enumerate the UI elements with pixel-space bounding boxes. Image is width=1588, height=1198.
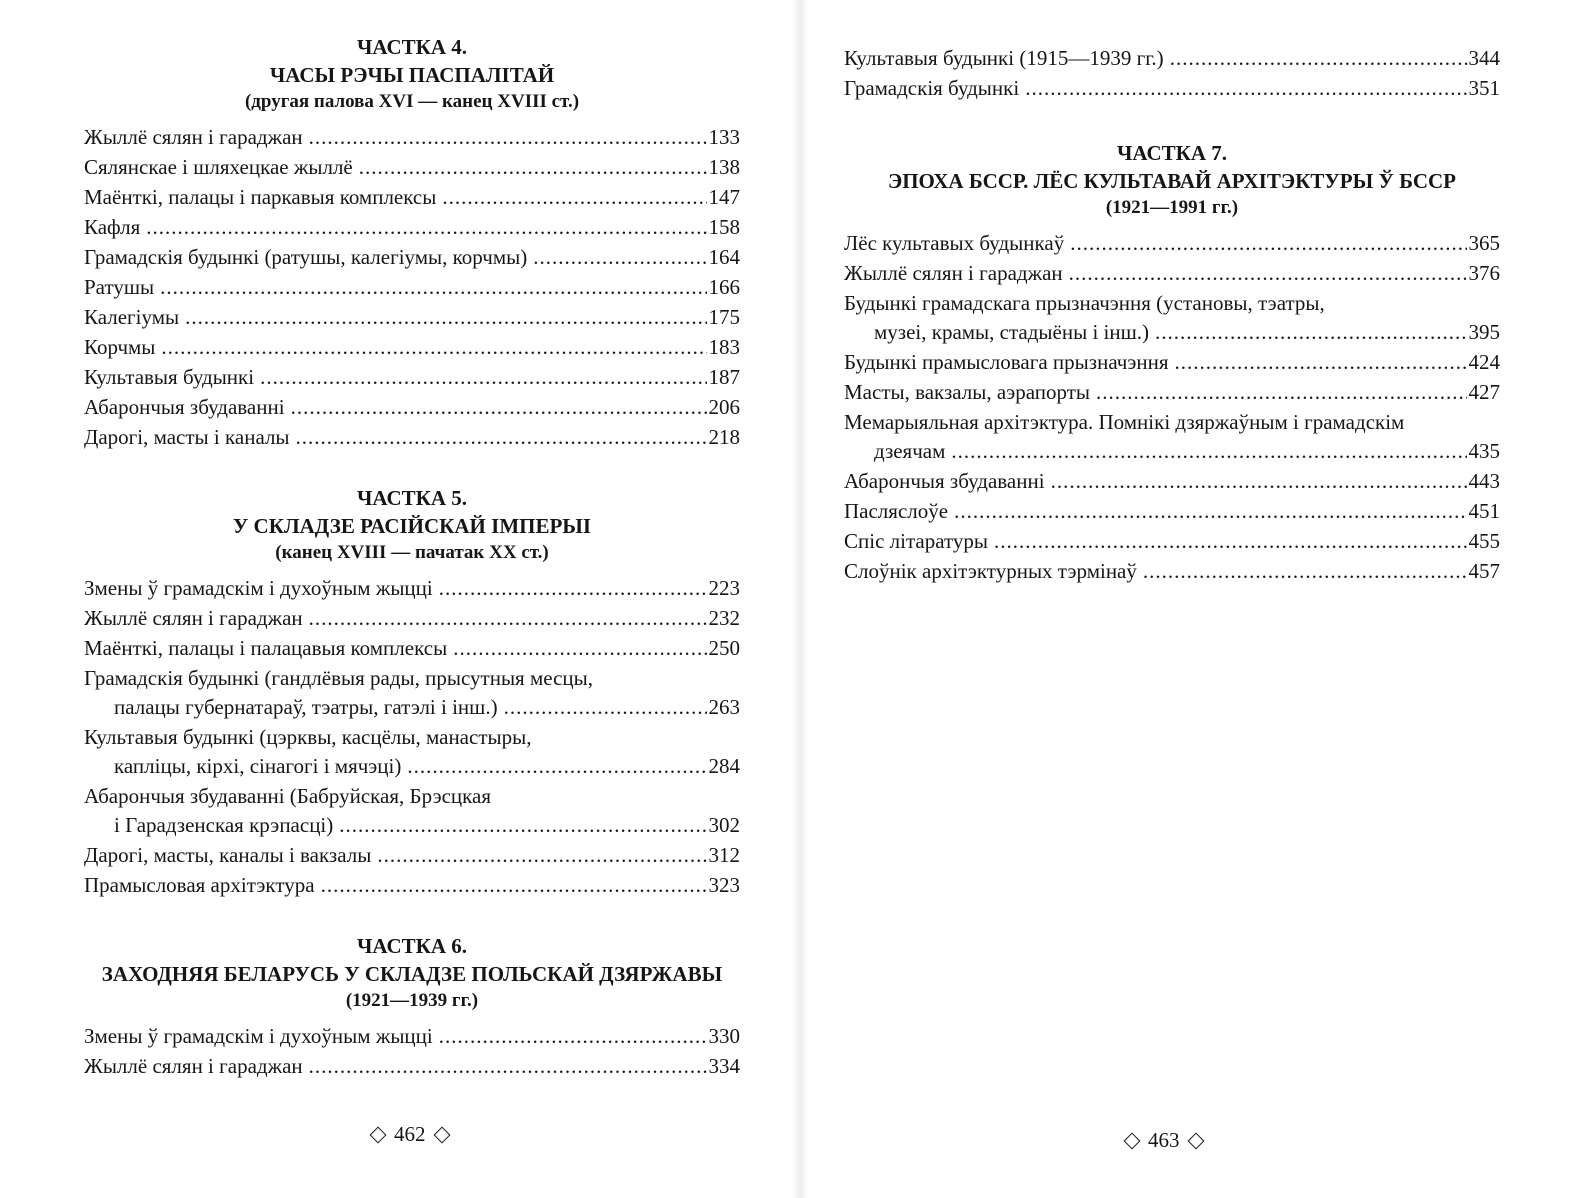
part-subtitle: (канец XVIII — пачатак XX ст.) <box>275 542 549 563</box>
toc-entry-title: Ратушы <box>84 275 155 299</box>
diamond-ornament-icon <box>433 1126 450 1143</box>
toc-entry-row <box>84 243 740 272</box>
toc-entry-title: Лёс культавых будынкаў <box>844 231 1065 255</box>
toc-entry-row <box>844 229 1500 258</box>
toc-entry-title: Будынкі прамысловага прызначэння <box>844 350 1169 374</box>
toc-page-number: 330 <box>708 1024 740 1048</box>
toc-entry-title: Абарончыя збудаванні <box>844 469 1045 493</box>
diamond-ornament-icon <box>370 1126 387 1143</box>
right-page <box>800 0 1588 1198</box>
dot-leader <box>185 303 706 332</box>
toc-entry-row <box>84 841 740 870</box>
toc-page-number: 223 <box>708 576 740 600</box>
dot-leader <box>339 811 706 840</box>
toc-entry <box>84 183 740 212</box>
toc-entry <box>84 664 740 722</box>
toc-entry-row <box>84 1052 740 1081</box>
part-heading <box>844 139 1500 221</box>
dot-leader <box>407 752 706 781</box>
toc-page-number: 351 <box>1468 76 1500 100</box>
toc-page-number: 312 <box>708 843 740 867</box>
toc-entry-title: Грамадскія будынкі (ратушы, калегіумы, корчмы) <box>84 245 528 269</box>
toc-entry <box>84 604 740 633</box>
toc-entry <box>84 782 740 840</box>
toc-page-number: 395 <box>1468 320 1500 344</box>
toc-entry <box>844 497 1500 526</box>
toc-entry-title: Змены ў грамадскім і духоўным жыцці <box>84 576 433 600</box>
dot-leader <box>504 693 707 722</box>
part-heading <box>84 932 740 1014</box>
toc-entry <box>84 243 740 272</box>
toc-page-number: 263 <box>708 695 740 719</box>
toc-page-number: 376 <box>1468 261 1500 285</box>
dot-leader <box>954 497 1466 526</box>
toc-page-number: 344 <box>1468 46 1500 70</box>
part-number: ЧАСТКА 5. <box>356 486 468 510</box>
toc-entry-title: Культавыя будынкі (цэрквы, касцёлы, манастыры, <box>84 725 532 749</box>
toc-page-number: 455 <box>1468 529 1500 553</box>
toc-page-number: 451 <box>1468 499 1500 523</box>
toc-page-number: 166 <box>708 275 740 299</box>
toc-entry-row <box>844 467 1500 496</box>
toc-entry-row <box>844 74 1500 103</box>
toc-entry-row <box>84 393 740 422</box>
toc-page-number: 206 <box>708 395 740 419</box>
dot-leader <box>309 1052 707 1081</box>
toc-entry-list <box>84 123 740 452</box>
toc-entry-title: Змены ў грамадскім і духоўным жыцці <box>84 1024 433 1048</box>
toc-entry-row <box>114 811 740 840</box>
toc-page-number: 138 <box>708 155 740 179</box>
toc-entry-title: Масты, вакзалы, аэрапорты <box>844 380 1091 404</box>
toc-entry <box>84 273 740 302</box>
toc-entry <box>84 303 740 332</box>
toc-page-number: 443 <box>1468 469 1500 493</box>
toc-page-number: 175 <box>708 305 740 329</box>
toc-page-number: 218 <box>708 425 740 449</box>
toc-entry-title: Дарогі, масты і каналы <box>84 425 290 449</box>
part-title: ЗАХОДНЯЯ БЕЛАРУСЬ У СКЛАДЗЕ ПОЛЬСКАЙ ДЗЯРЖАВЫ <box>101 962 723 986</box>
toc-entry <box>844 74 1500 103</box>
toc-entry-row <box>874 437 1500 466</box>
part-title: У СКЛАДЗЕ РАСІЙСКАЙ ІМПЕРЫІ <box>232 514 592 538</box>
toc-entry-row <box>84 123 740 152</box>
dot-leader <box>1143 557 1467 586</box>
right-toc-column <box>844 44 1500 587</box>
toc-page-number: 158 <box>708 215 740 239</box>
dot-leader <box>296 423 707 452</box>
toc-entry-title: Маёнткі, палацы і паркавыя комплексы <box>84 185 437 209</box>
toc-entry-row <box>874 318 1500 347</box>
toc-entry-title-continued: капліцы, кірхі, сінагогі і мячэці) <box>114 754 402 778</box>
toc-entry-title: Культавыя будынкі <box>84 365 255 389</box>
toc-entry-row <box>84 1022 740 1051</box>
part-heading <box>84 33 740 115</box>
toc-entry-title: Маёнткі, палацы і палацавыя комплексы <box>84 636 448 660</box>
dot-leader <box>321 871 707 900</box>
dot-leader <box>309 123 707 152</box>
dot-leader <box>1175 348 1467 377</box>
toc-entry-row <box>84 213 740 242</box>
dot-leader <box>291 393 707 422</box>
dot-leader <box>1155 318 1466 347</box>
toc-entry-row <box>844 557 1500 586</box>
toc-entry <box>84 423 740 452</box>
toc-entry <box>84 363 740 392</box>
toc-entry-title: Прамысловая архітэктура <box>84 873 315 897</box>
toc-entry <box>84 841 740 870</box>
toc-entry-row <box>84 153 740 182</box>
toc-entry-title: Жыллё сялян і гараджан <box>84 606 303 630</box>
toc-entry-title-continued: і Гарадзенская крэпасці) <box>114 813 334 837</box>
toc-entry-row <box>844 378 1500 407</box>
toc-entry-row <box>844 527 1500 556</box>
toc-entry-title: Грамадскія будынкі <box>844 76 1020 100</box>
part-number: ЧАСТКА 6. <box>356 934 468 958</box>
toc-entry-title: Жыллё сялян і гараджан <box>844 261 1063 285</box>
dot-leader <box>994 527 1466 556</box>
toc-entry-title: Абарончыя збудаванні <box>84 395 285 419</box>
dot-leader <box>453 634 706 663</box>
toc-entry-title-continued: дзеячам <box>874 439 946 463</box>
toc-entry <box>844 557 1500 586</box>
toc-page-number: 424 <box>1468 350 1500 374</box>
part-heading <box>84 484 740 566</box>
dot-leader <box>442 183 706 212</box>
dot-leader <box>161 333 706 362</box>
toc-entry-row <box>844 497 1500 526</box>
toc-page-number: 250 <box>708 636 740 660</box>
toc-entry-row <box>844 44 1500 73</box>
toc-entry <box>84 723 740 781</box>
toc-entry <box>84 213 740 242</box>
dot-leader <box>533 243 706 272</box>
toc-entry <box>84 1022 740 1051</box>
toc-entry-title: Дарогі, масты, каналы і вакзалы <box>84 843 372 867</box>
toc-page-number: 284 <box>708 754 740 778</box>
dot-leader <box>260 363 706 392</box>
part-number: ЧАСТКА 4. <box>356 35 468 59</box>
toc-entry-title: Абарончыя збудаванні (Бабруйская, Брэсцкая <box>84 784 492 808</box>
toc-entry-list <box>844 229 1500 586</box>
left-page-number <box>372 1122 448 1147</box>
dot-leader <box>1069 259 1467 288</box>
toc-entry-title: Слоўнік архітэктурных тэрмінаў <box>844 559 1137 583</box>
toc-entry <box>84 634 740 663</box>
dot-leader <box>1170 44 1467 73</box>
toc-entry <box>844 378 1500 407</box>
right-page-number <box>1126 1128 1202 1153</box>
toc-entry-title: Культавыя будынкі (1915—1939 гг.) <box>844 46 1164 70</box>
toc-page-number: 435 <box>1468 439 1500 463</box>
toc-entry <box>844 44 1500 73</box>
dot-leader <box>1025 74 1466 103</box>
toc-entry-list <box>844 44 1500 103</box>
toc-entry-title: Будынкі грамадскага прызначэння (установы, тэатры, <box>844 291 1325 315</box>
toc-entry <box>84 393 740 422</box>
diamond-ornament-icon <box>1187 1132 1204 1149</box>
toc-entry <box>84 333 740 362</box>
toc-entry-row <box>114 693 740 722</box>
diamond-ornament-icon <box>1124 1132 1141 1149</box>
toc-page-number: 187 <box>708 365 740 389</box>
toc-entry-row <box>84 273 740 302</box>
toc-entry <box>844 408 1500 466</box>
toc-entry <box>84 1052 740 1081</box>
toc-entry <box>844 348 1500 377</box>
dot-leader <box>359 153 707 182</box>
dot-leader <box>146 213 706 242</box>
dot-leader <box>377 841 706 870</box>
toc-entry-row <box>84 363 740 392</box>
part-title: ЧАСЫ РЭЧЫ ПАСПАЛІТАЙ <box>269 63 555 87</box>
toc-entry <box>84 574 740 603</box>
toc-entry <box>844 289 1500 347</box>
dot-leader <box>1051 467 1467 496</box>
folio-number: 463 <box>1148 1128 1180 1152</box>
toc-entry-title: Кафля <box>84 215 141 239</box>
part-subtitle: (другая палова XVI — канец XVIII ст.) <box>244 91 580 112</box>
left-toc-column <box>84 33 740 1082</box>
toc-entry-title: Калегіумы <box>84 305 180 329</box>
toc-entry-title: Сялянскае і шляхецкае жыллё <box>84 155 353 179</box>
dot-leader <box>309 604 707 633</box>
toc-page-number: 457 <box>1468 559 1500 583</box>
toc-page-number: 183 <box>708 335 740 359</box>
toc-page-number: 427 <box>1468 380 1500 404</box>
toc-page-number: 164 <box>708 245 740 269</box>
toc-entry-row <box>844 348 1500 377</box>
part-title: ЭПОХА БССР. ЛЁС КУЛЬТАВАЙ АРХІТЭКТУРЫ Ў БССР <box>887 169 1457 193</box>
toc-entry <box>84 871 740 900</box>
toc-entry <box>844 467 1500 496</box>
toc-entry-row <box>84 604 740 633</box>
toc-entry-title: Спіс літаратуры <box>844 529 989 553</box>
toc-entry-title: Жыллё сялян і гараджан <box>84 125 303 149</box>
part-subtitle: (1921—1939 гг.) <box>345 990 479 1011</box>
toc-page-number: 334 <box>708 1054 740 1078</box>
dot-leader <box>439 574 707 603</box>
toc-entry-title: Корчмы <box>84 335 156 359</box>
toc-entry <box>844 259 1500 288</box>
toc-entry-title: Мемарыяльная архітэктура. Помнікі дзяржаўным і грамадскім <box>844 410 1405 434</box>
toc-page-number: 365 <box>1468 231 1500 255</box>
dot-leader <box>1070 229 1466 258</box>
toc-page-number: 232 <box>708 606 740 630</box>
toc-entry-row <box>84 423 740 452</box>
toc-entry-list <box>84 574 740 900</box>
toc-entry-title: Пасляслоўе <box>844 499 949 523</box>
part-number: ЧАСТКА 7. <box>1116 141 1228 165</box>
toc-entry-row <box>84 183 740 212</box>
toc-entry-row <box>84 634 740 663</box>
dot-leader <box>439 1022 707 1051</box>
toc-entry-row <box>84 871 740 900</box>
toc-entry <box>84 123 740 152</box>
toc-entry-row <box>114 752 740 781</box>
toc-entry-list <box>84 1022 740 1081</box>
toc-entry-title-continued: палацы губернатараў, тэатры, гатэлі і інш.) <box>114 695 498 719</box>
toc-entry-title-continued: музеі, крамы, стадыёны і інш.) <box>874 320 1150 344</box>
toc-page-number: 133 <box>708 125 740 149</box>
toc-entry <box>844 527 1500 556</box>
toc-entry <box>84 153 740 182</box>
toc-page-number: 302 <box>708 813 740 837</box>
toc-entry-title: Грамадскія будынкі (гандлёвыя рады, прысутныя месцы, <box>84 666 594 690</box>
toc-entry <box>844 229 1500 258</box>
toc-entry-row <box>84 333 740 362</box>
dot-leader <box>1096 378 1466 407</box>
folio-number: 462 <box>394 1122 426 1146</box>
toc-entry-row <box>844 259 1500 288</box>
dot-leader <box>160 273 706 302</box>
toc-entry-row <box>84 574 740 603</box>
toc-entry-row <box>84 303 740 332</box>
dot-leader <box>951 437 1466 466</box>
toc-entry-title: Жыллё сялян і гараджан <box>84 1054 303 1078</box>
part-subtitle: (1921—1991 гг.) <box>1105 197 1239 218</box>
toc-page-number: 323 <box>708 873 740 897</box>
toc-page-number: 147 <box>708 185 740 209</box>
